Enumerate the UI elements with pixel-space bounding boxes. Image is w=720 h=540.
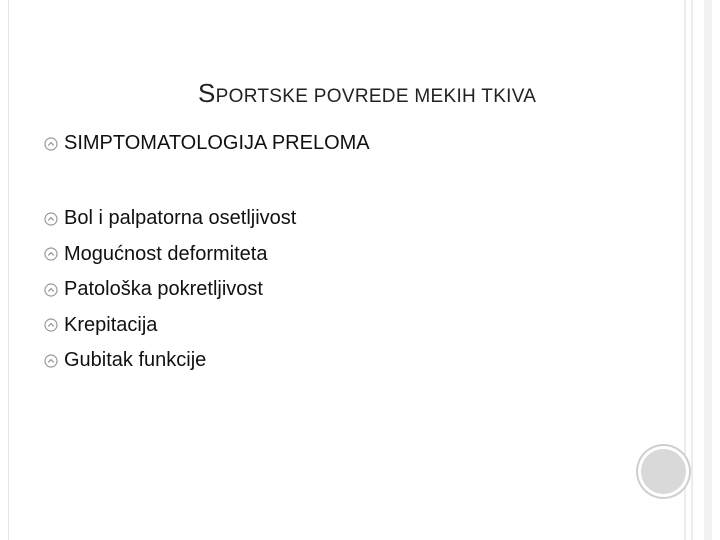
list-item	[44, 308, 296, 344]
list-item	[44, 237, 296, 273]
list-item-label: Patološka pokretljivost	[64, 278, 263, 301]
subtitle-text: SIMPTOMATOLOGIJA PRELOMA	[64, 132, 370, 154]
list-item-label: Gubitak funkcije	[64, 349, 207, 372]
circle-chevron-icon	[44, 247, 58, 261]
list-item	[44, 272, 296, 308]
decorative-circle	[641, 449, 686, 494]
frame-line-right-2	[691, 0, 693, 540]
list-item-label: Mogućnost deformiteta	[64, 242, 268, 265]
frame-line-right-3	[704, 0, 712, 540]
slide-title-rest: PORTSKE POVREDE MEKIH TKIVA	[215, 86, 537, 107]
list-item-label: Krepitacija	[64, 313, 158, 336]
slide-title	[198, 78, 536, 109]
circle-chevron-icon	[44, 137, 58, 151]
circle-chevron-icon	[44, 283, 58, 297]
circle-chevron-icon	[44, 212, 58, 226]
symptom-list	[44, 201, 296, 379]
list-item	[44, 343, 296, 379]
slide-subtitle	[44, 132, 370, 155]
circle-chevron-icon	[44, 318, 58, 332]
circle-chevron-icon	[44, 354, 58, 368]
list-item	[44, 201, 296, 237]
list-item-label: Bol i palpatorna osetljivost	[64, 207, 297, 230]
frame-line-left	[8, 0, 9, 540]
slide-title-first-letter: S	[198, 78, 216, 108]
frame-line-right-1	[684, 0, 686, 540]
